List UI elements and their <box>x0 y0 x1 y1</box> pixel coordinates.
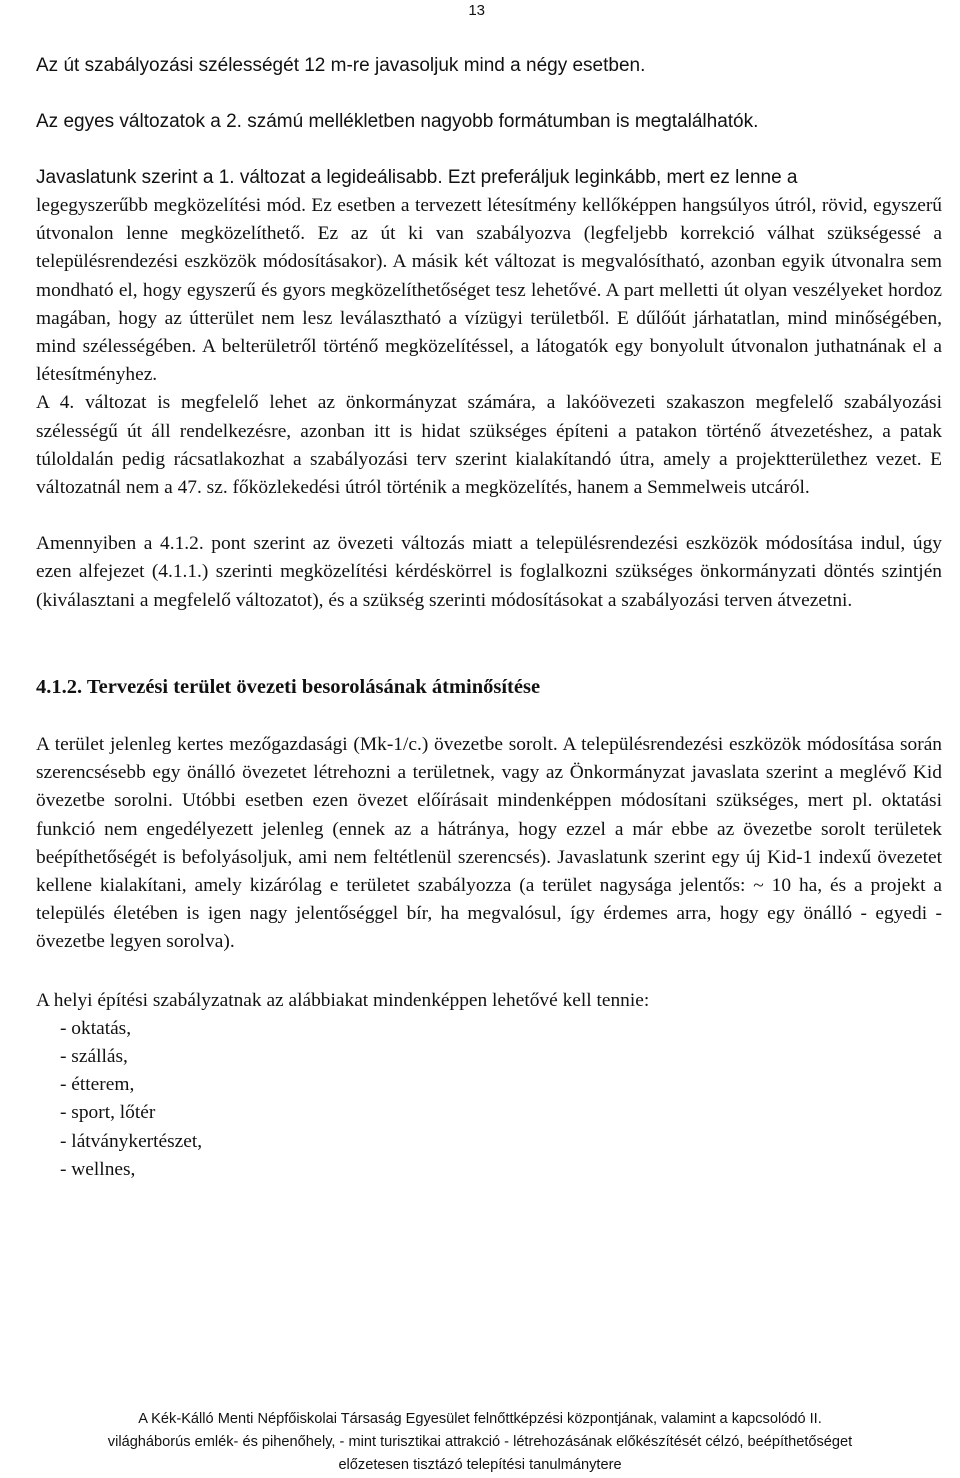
intro-section <box>36 52 942 192</box>
paragraph-requirements: A helyi építési szabályzatnak az alábbiakat mindenképpen lehetővé kell tennie: <box>36 989 650 1011</box>
intro-paragraph-3: Javaslatunk szerint a 1. változat a legideálisabb. Ezt preferáljuk leginkább, mert ez lenne a <box>36 167 798 188</box>
list-item: - látványkertészet, <box>60 1130 203 1152</box>
footer-line-2: világháborús emlék- és pihenőhely, - mint turisztikai attrakció - létrehozásának előkészítését célzó, beépíthetőséget <box>107 1434 853 1450</box>
main-text <box>36 192 942 1184</box>
footer-line-3: előzetesen tisztázó telepítési tanulmánytere <box>338 1457 622 1473</box>
footer-line-1: A Kék-Kálló Menti Népfőiskolai Társaság Egyesület felnőttképzési központjának, valamint a kapcsolódó II. <box>138 1411 822 1427</box>
section-heading: 4.1.2. Tervezési terület övezeti besorolásának átminősítése <box>36 675 541 698</box>
paragraph-planning-change: Amennyiben a 4.1.2. pont szerint az övezeti változás miatt a településrendezési eszközök módosítása indul, úgy ezen alfejezet (4.1.1.) szerinti megközelítési kérdéskörrel is foglalkozni szükséges önkormányzati döntés szintjén (kiválasztani a megfelelő változatot), és a szükség szerinti módosításokat a szabályozási terven átvezetni. <box>36 533 942 611</box>
list-item: - sport, lőtér <box>60 1102 156 1124</box>
list-item: - wellnes, <box>60 1158 136 1180</box>
list-item: - szállás, <box>60 1046 128 1068</box>
requirements-list <box>36 1015 942 1184</box>
list-item: - étterem, <box>60 1074 135 1096</box>
intro-paragraph-1: Az út szabályozási szélességét 12 m-re javasoljuk mind a négy esetben. <box>36 55 646 76</box>
paragraph-route-evaluation: legegyszerűbb megközelítési mód. Ez esetben a tervezett létesítmény kellőképpen hangsúlyos útról, rövid, egyszerű útvonalon lenne megközelíthető. Ez az út ki van szabályozva (legfeljebb korrekció válhat szükségessé a településrendezési eszközök módosításakor). A másik két változat is megvalósítható, azonban egyik útvonalra sem mondható el, hogy egyszerű és gyors megközelíthetőséget tesz lehetővé. A part melletti út olyan veszélyeket hordoz magában, hogy az útterület nem lesz leválasztható a vízügyi területből. E dűlőút járhatatlan, mind minőségében, mind szélességében. A belterületről történő megközelítéssel, a látogatók egy bonyolult útvonalon juthatnának el a létesítményhez. <box>36 195 942 386</box>
paragraph-variant-4: A 4. változat is megfelelő lehet az önkormányzat számára, a lakóövezeti szakaszon megfelelő szabályozási szélességű út áll rendelkezésre, azonban itt is hidat szükséges építeni a patakon történő átvezetéshez, a patak túloldalán pedig rácsatlakozhat a szabályozási terv szerint kialakítandó útra, amely a projektterülethez vezet. E változatnál nem a 47. sz. főközlekedési útról történik a megközelítés, hanem a Semmelweis utcáról. <box>36 392 942 499</box>
page-number: 13 <box>468 2 485 19</box>
page-footer <box>0 1408 960 1477</box>
intro-paragraph-2: Az egyes változatok a 2. számú mellékletben nagyobb formátumban is megtalálhatók. <box>36 111 759 132</box>
document-body <box>36 52 942 1184</box>
paragraph-zoning: A terület jelenleg kertes mezőgazdasági (Mk-1/c.) övezetbe sorolt. A településrendezési eszközök módosítása során szerencsésebb egy önálló övezetet létrehozni a területnek, vagy az Önkormányzat javaslata szerint a meglévő Kid övezetbe sorolni. Utóbbi esetben ezen övezet előírásait mindenképpen módosítani szükséges, mert pl. oktatási funkció nem engedélyezett jelenleg (ennek az a hátránya, hogy ezzel a már ebbe az övezetbe sorolt területek beépíthetőségét is befolyásoljuk, ami nem feltétlenül szerencsés). Javaslatunk szerint egy új Kid-1 indexű övezetet kellene kialakítani, amely kizárólag e területet szabályozza (a terület nagysága jelentős: ~ 10 ha, és a projekt a település életében is igen nagy jelentőséggel bír, ha megvalósul, így érdemes arra, hogy egy önálló - egyedi - övezetbe legyen sorolva). <box>36 734 942 953</box>
list-item: - oktatás, <box>60 1017 132 1039</box>
